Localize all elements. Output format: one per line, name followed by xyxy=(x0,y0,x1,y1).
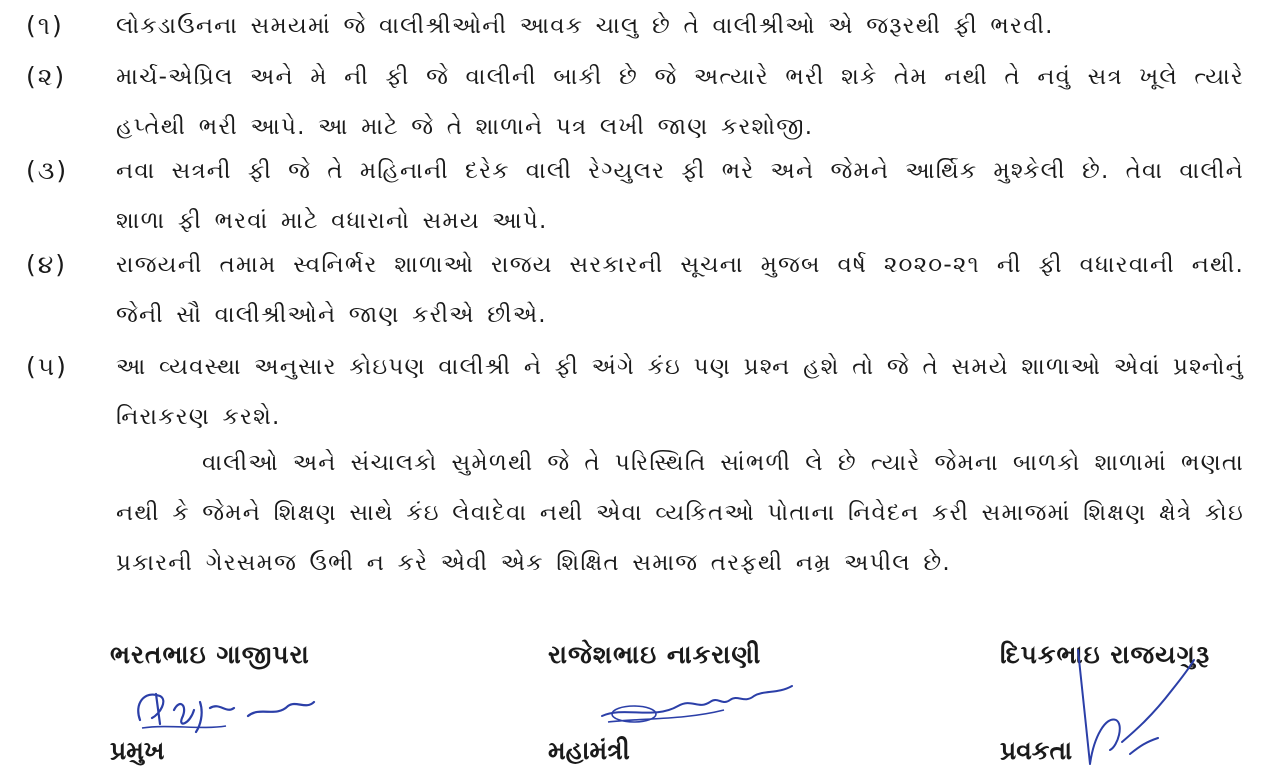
item-text: આ વ્યવસ્થા અનુસાર કોઇપણ વાલીશ્રી ને ફી અંગે કંઇ પણ પ્રશ્ન હશે તો જે તે સમયે શાળાઓ એવાં પ્રશ્નોનું નિરાકરણ કરશે. xyxy=(116,354,1244,430)
closing-text: વાલીઓ અને સંચાલકો સુમેળથી જે તે પરિસ્થિતિ સાંભળી લે છે ત્યારે જેમના બાળકો શાળામાં ભણતા નથી કે જેમને શિક્ષણ સાથે કંઇ લેવાદેવા નથી એવા વ્યકિતઓ પોતાના નિવેદન કરી સમાજમાં શિક્ષણ ક્ષેત્રે કોઇ પ્રકારની ગેરસમજ ઉભી ન કરે એવી એક શિક્ષિત સમાજ તરફથી નમ્ર અપીલ છે. xyxy=(116,450,1244,576)
signatory-name: રાજેશભાઇ નાકરાણી xyxy=(548,640,762,669)
signatory-spokesperson xyxy=(1000,640,1270,777)
item-number: (૨) xyxy=(26,62,67,91)
signatory-president xyxy=(110,640,430,777)
item-text: રાજયની તમામ સ્વનિર્ભર શાળાઓ રાજય સરકારની સૂચના મુજબ વર્ષ ૨૦૨૦-૨૧ ની ફી વધારવાની નથી. જેની સૌ વાલીશ્રીઓને જાણ કરીએ છીએ. xyxy=(116,252,1244,328)
item-number: (૧) xyxy=(26,11,64,40)
signatory-role: પ્રવકતા xyxy=(1000,736,1073,765)
handwritten-signature xyxy=(1060,646,1200,776)
signatory-name: દિપકભાઇ રાજયગુરૂ xyxy=(1000,640,1211,669)
item-text: માર્ચ-એપ્રિલ અને મે ની ફી જે વાલીની બાકી છે જે અત્યારે ભરી શકે તેમ નથી તે નવું સત્ર ખૂલે ત્યારે હપ્તેથી ભરી આપે. આ માટે જે તે શાળાને પત્ર લખી જાણ કરશોજી. xyxy=(116,64,1244,140)
signatory-name: ભરતભાઇ ગાજીપરા xyxy=(110,640,310,669)
signatory-role: મહામંત્રી xyxy=(548,736,630,765)
item-number: (૩) xyxy=(26,156,69,185)
handwritten-signature xyxy=(130,684,320,736)
signatory-general-secretary xyxy=(548,640,868,777)
item-number: (૫) xyxy=(26,352,68,381)
item-text: નવા સત્રની ફી જે તે મહિનાની દરેક વાલી રેગ્યુલર ફી ભરે અને જેમને આર્થિક મુશ્કેલી છે. તેવા વાલીને શાળા ફી ભરવાં માટે વધારાનો સમય આપે. xyxy=(116,158,1244,234)
item-text: લોકડાઉનના સમયમાં જે વાલીશ્રીઓની આવક ચાલુ છે તે વાલીશ્રીઓ એ જરૂરથી ફી ભરવી. xyxy=(116,13,1054,39)
handwritten-signature xyxy=(594,676,804,730)
item-number: (૪) xyxy=(26,250,68,279)
signatory-role: પ્રમુખ xyxy=(110,736,165,765)
